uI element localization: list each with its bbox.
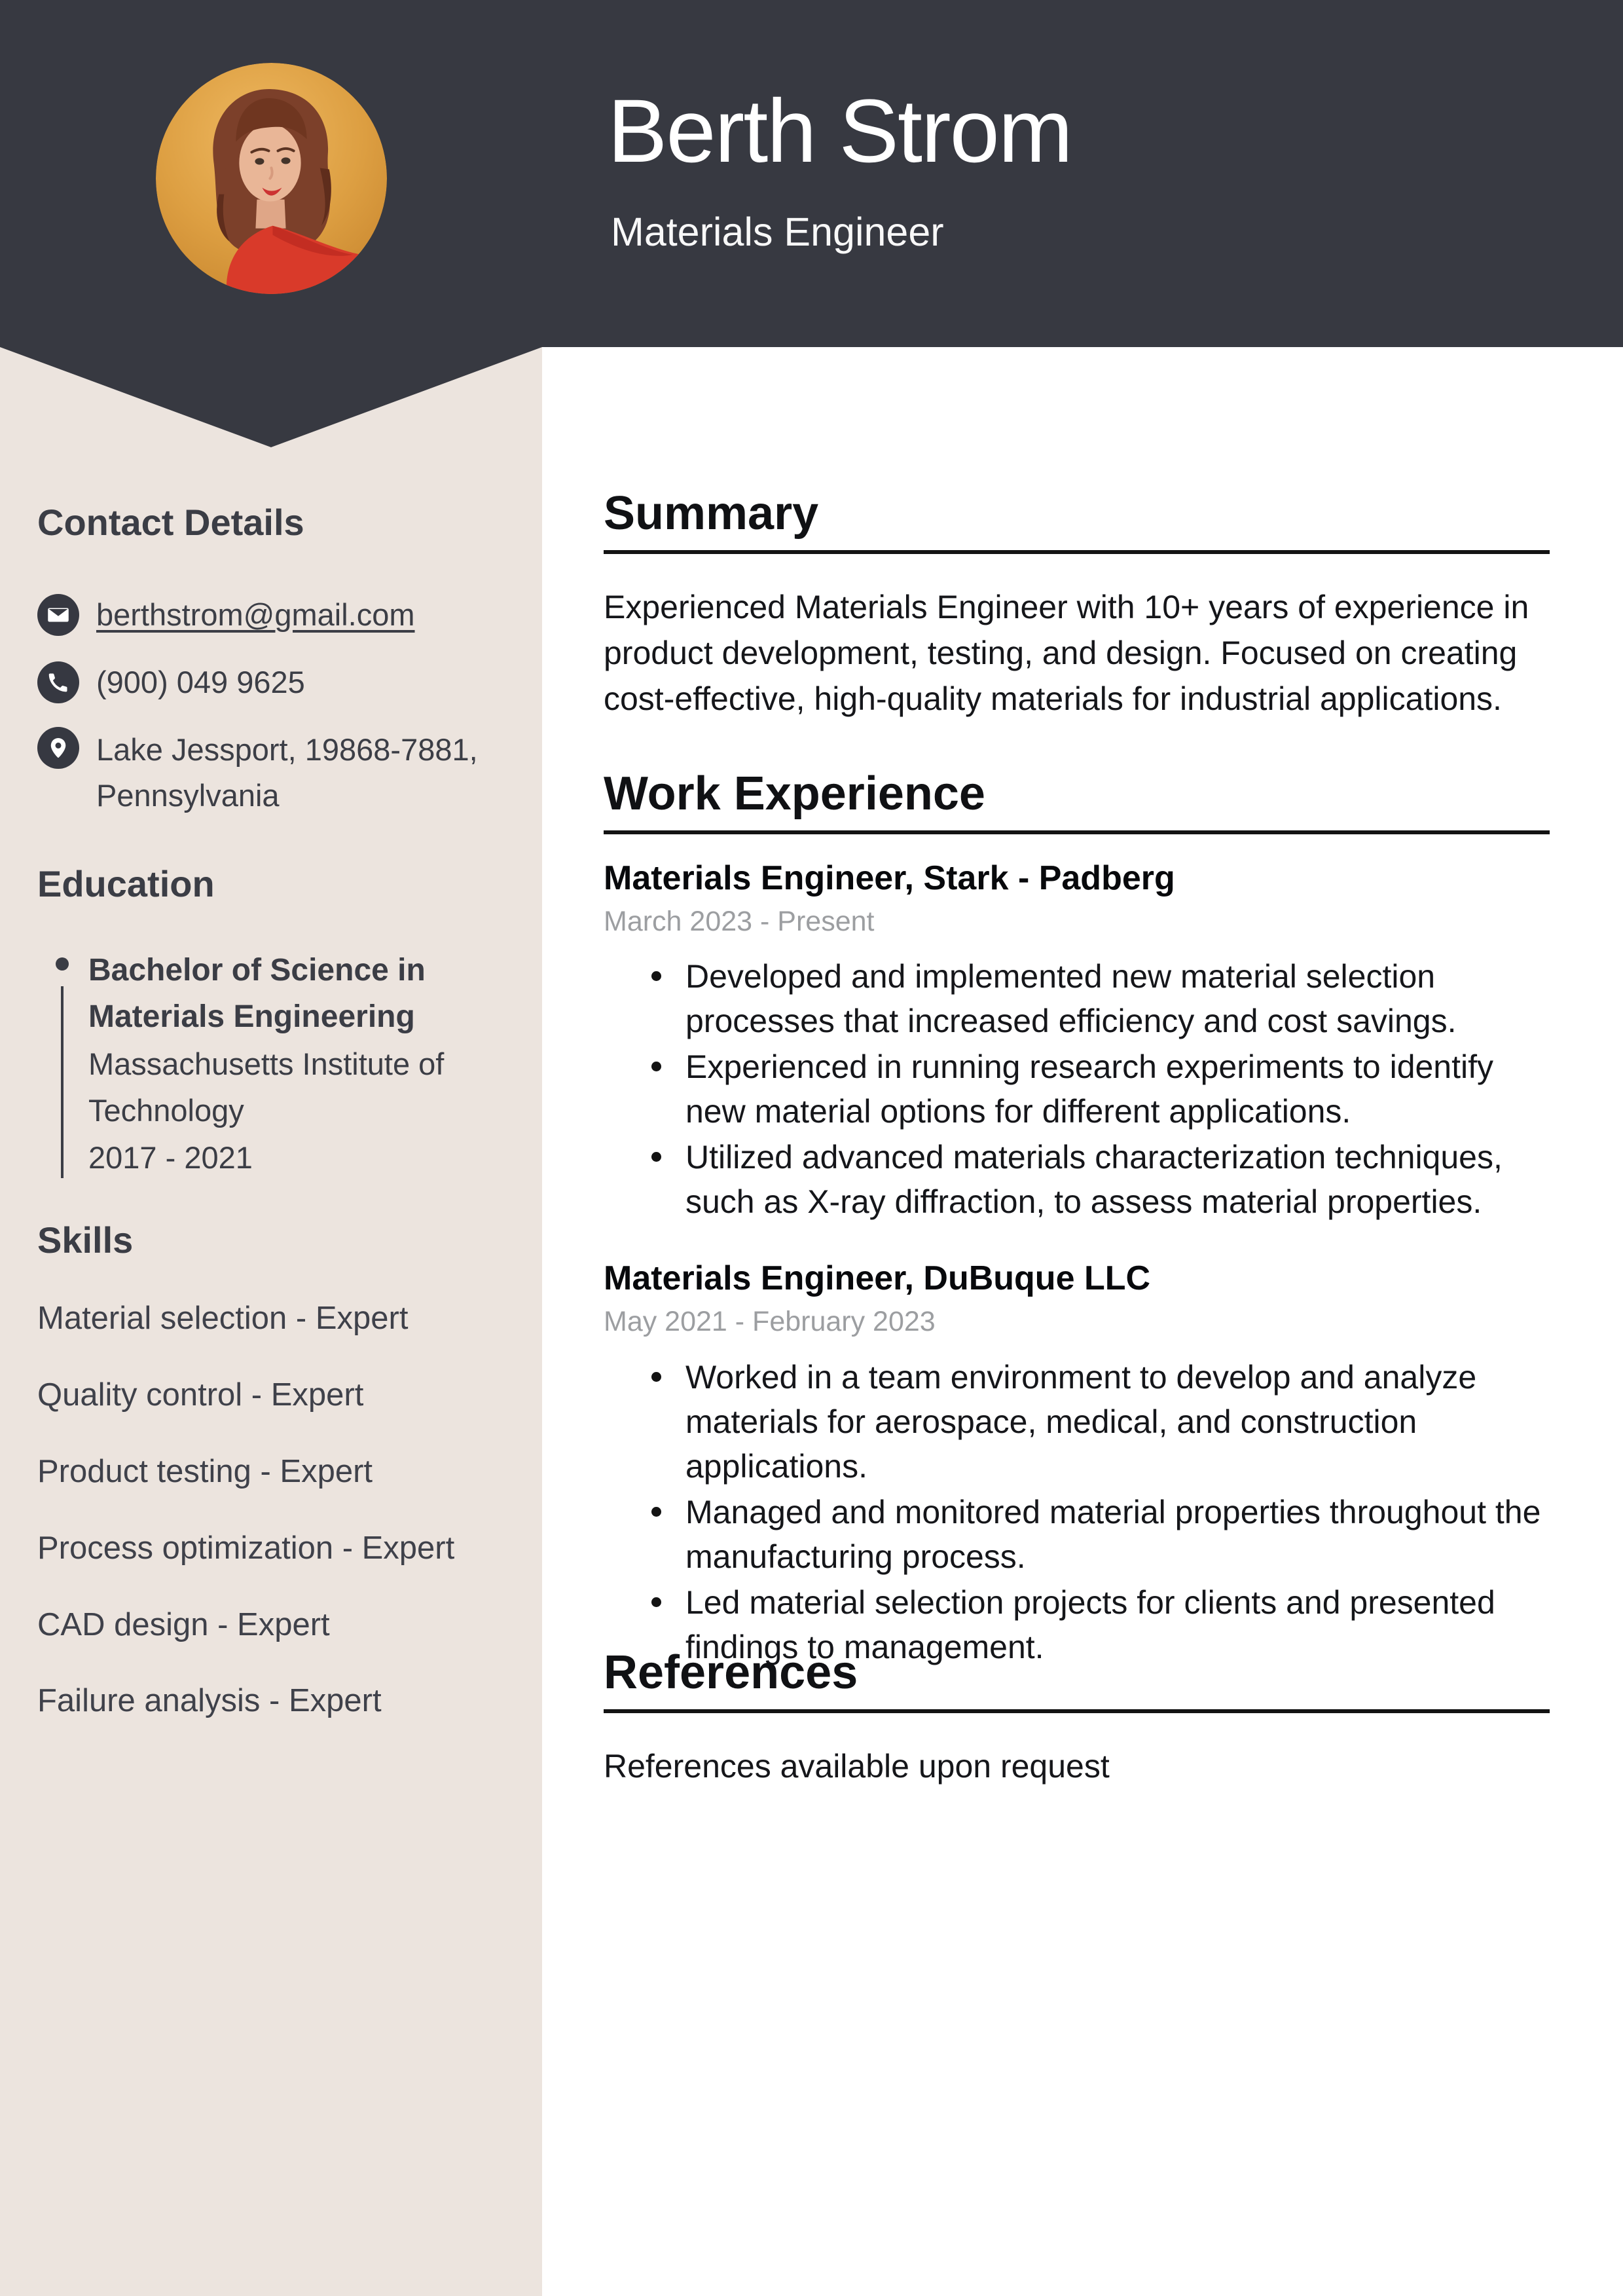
- profile-photo: [156, 63, 387, 294]
- job-bullet: Experienced in running research experiments to identify new material options for different applications.: [685, 1045, 1550, 1134]
- person-name: Berth Strom: [608, 81, 1072, 181]
- job-bullet-list: [604, 954, 1550, 1224]
- contact-details-heading: Contact Details: [37, 502, 304, 543]
- job-entry: [604, 859, 1550, 1224]
- email-icon: [37, 594, 79, 636]
- skills-section: [37, 1219, 505, 1758]
- phone-number: (900) 049 9625: [96, 665, 305, 700]
- phone-icon: [37, 661, 79, 703]
- job-bullet: Led material selection projects for clients and presented findings to management.: [685, 1580, 1550, 1669]
- job-bullet: Worked in a team environment to develop and analyze materials for aerospace, medical, and construction applications.: [685, 1355, 1550, 1489]
- contact-row-phone: [37, 659, 505, 705]
- work-experience-section: [604, 770, 1550, 1671]
- skill-item: Failure analysis - Expert: [37, 1683, 382, 1719]
- education-heading: Education: [37, 863, 215, 904]
- job-bullet-list: [604, 1355, 1550, 1669]
- skill-item: Process optimization - Expert: [37, 1530, 455, 1566]
- profile-photo-illustration: [156, 63, 387, 294]
- education-item: [37, 947, 505, 1181]
- references-section: [604, 1646, 1550, 1789]
- job-bullet: Utilized advanced materials characterization techniques, such as X-ray diffraction, to assess material properties.: [685, 1135, 1550, 1224]
- references-text: References available upon request: [604, 1748, 1110, 1785]
- person-job-title: Materials Engineer: [611, 210, 944, 254]
- job-entry: [604, 1259, 1550, 1669]
- address-text: Lake Jessport, 19868-7881, Pennsylvania: [96, 732, 478, 813]
- contact-rows: [37, 592, 505, 819]
- skill-item: CAD design - Expert: [37, 1606, 330, 1642]
- skill-item: Material selection - Expert: [37, 1301, 409, 1337]
- job-bullet: Developed and implemented new material selection processes that increased efficiency and cost savings.: [685, 954, 1550, 1043]
- job-title: Materials Engineer, Stark - Padberg: [604, 859, 1175, 897]
- job-title: Materials Engineer, DuBuque LLC: [604, 1259, 1151, 1298]
- contact-details-section: [37, 502, 505, 840]
- summary-section: [604, 487, 1550, 722]
- summary-heading: Summary: [604, 490, 1550, 554]
- skill-item: Product testing - Expert: [37, 1453, 373, 1489]
- summary-text: Experienced Materials Engineer with 10+ years of experience in product development, testing, and design. Focused on creating cost-effective, high-quality materials for industrial applications.: [604, 589, 1529, 717]
- education-section: [37, 863, 505, 1181]
- location-pin-icon: [37, 727, 79, 769]
- skill-item: Quality control - Expert: [37, 1377, 364, 1413]
- education-degree: Bachelor of Science in Materials Engineering: [88, 953, 426, 1035]
- contact-row-email: [37, 592, 505, 638]
- education-years: 2017 - 2021: [88, 1140, 253, 1176]
- job-dates: May 2021 - February 2023: [604, 1306, 936, 1338]
- work-experience-heading: Work Experience: [604, 770, 1550, 834]
- job-bullet: Managed and monitored material properties throughout the manufacturing process.: [685, 1490, 1550, 1579]
- references-heading: References: [604, 1649, 1550, 1713]
- skills-list: [37, 1299, 505, 1720]
- education-school: Massachusetts Institute of Technology: [88, 1046, 445, 1128]
- email-link[interactable]: berthstrom@gmail.com: [96, 597, 415, 633]
- job-dates: March 2023 - Present: [604, 905, 875, 937]
- contact-row-address: [37, 727, 505, 819]
- skills-heading: Skills: [37, 1219, 134, 1261]
